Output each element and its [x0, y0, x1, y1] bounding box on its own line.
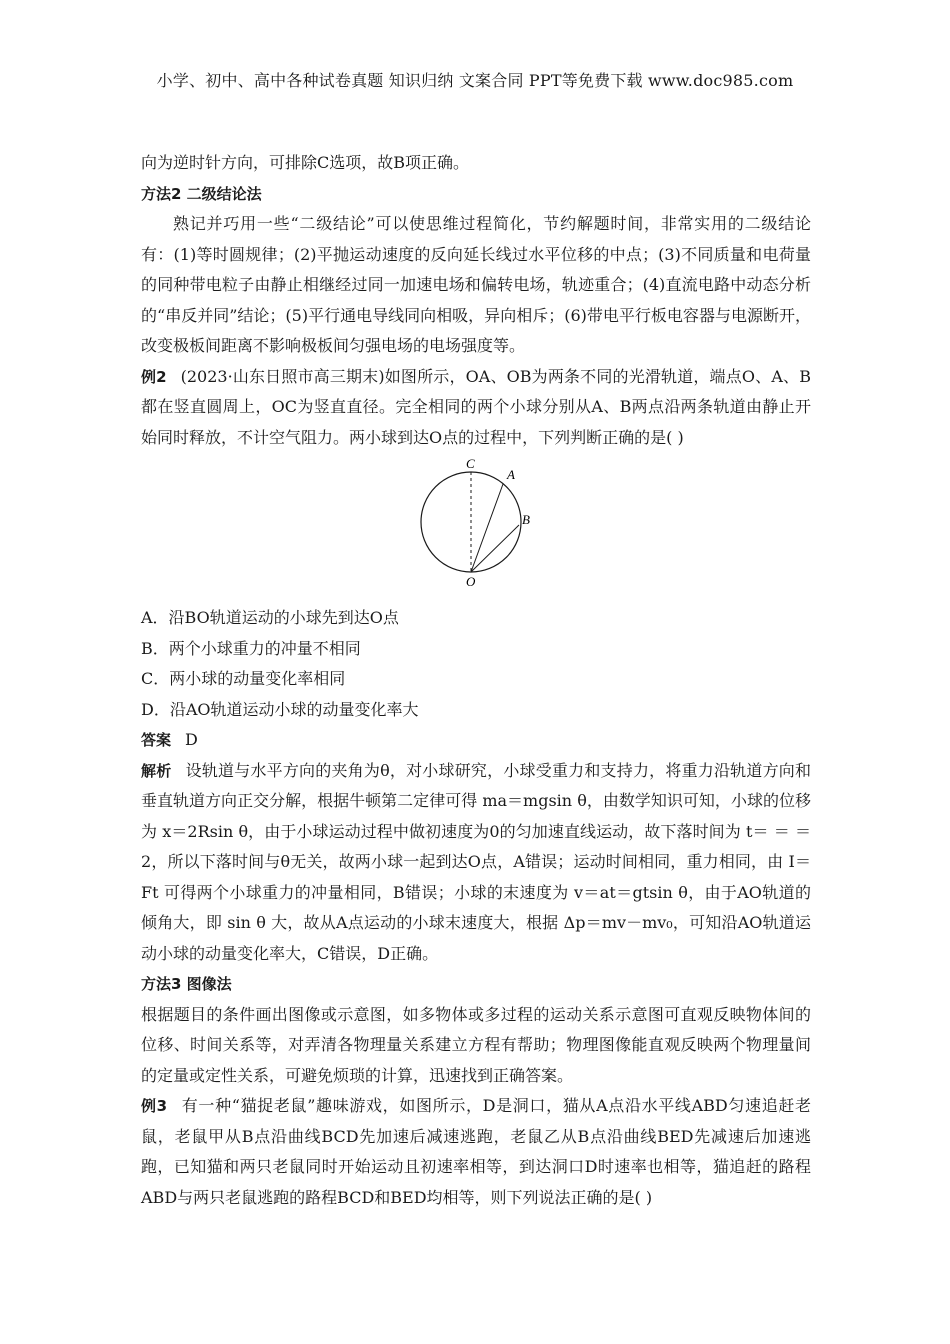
track-OB	[471, 525, 519, 572]
track-OA	[471, 484, 503, 572]
label-C: C	[466, 457, 475, 471]
option-c: C．两小球的动量变化率相同	[141, 669, 346, 688]
circle-figure	[141, 457, 811, 597]
example2	[141, 362, 811, 454]
label-A: A	[507, 467, 515, 482]
label-O: O	[466, 574, 476, 587]
example3-label: 例3	[141, 1097, 168, 1115]
method3-body: 根据题目的条件画出图像或示意图，如多物体或多过程的运动关系示意图可直观反映物体间的位移、时间关系等，对弄清各物理量关系建立方程有帮助；物理图像能直观反映两个物理量间的定量或定性关系，可避免烦琐的计算，迅速找到正确答案。	[141, 1004, 811, 1085]
option-d: D．沿AO轨道运动小球的动量变化率大	[141, 699, 419, 719]
page-header: 小学、初中、高中各种试卷真题 知识归纳 文案合同 PPT等免费下载 www.doc985.com	[156, 71, 794, 90]
document-body	[141, 148, 811, 1213]
example2-label: 例2	[141, 367, 167, 386]
answer-value: D	[185, 730, 198, 749]
analysis-body: 设轨道与水平方向的夹角为θ，对小球研究，小球受重力和支持力，将重力沿轨道方向和垂直轨道方向正交分解，根据牛顿第二定律可得 ma＝mgsin θ，由数学知识可知，小球的位移为 x＝2Rsin θ，由于小球运动过程中做初速度为0的匀加速直线运动，故下落时间为 t＝ ＝ ＝2，所以下落时间与θ无关，故两小球一起到达O点，A错误；运动时间相同，重力相同，由 I＝Ft 可得两个小球重力的冲量相同，B错误；小球的末速度为 v＝at＝gtsin θ，由于AO轨道的倾角大，即 sin θ 大，故从A点运动的小球末速度大，根据 Δp＝mv－mv₀，可知沿AO轨道运动小球的动量变化率大，C错误，D正确。	[141, 760, 811, 963]
option-a: A．沿BO轨道运动的小球先到达O点	[141, 608, 399, 627]
example3	[141, 1091, 811, 1213]
analysis-label: 解析	[141, 761, 172, 780]
option-b: B．两个小球重力的冲量不相同	[141, 638, 361, 658]
method3-title: 方法3 图像法	[141, 975, 232, 993]
example3-body: 有一种“猫捉老鼠”趣味游戏，如图所示，D是洞口，猫从A点沿水平线ABD匀速追赶老鼠，老鼠甲从B点沿曲线BCD先加速后减速逃跑，老鼠乙从B点沿曲线BED先减速后加速逃跑，已知猫和两只老鼠同时开始运动且初速率相等，到达洞口D时速率也相等，猫追赶的路程ABD与两只老鼠逃跑的路程BCD和BED均相等，则下列说法正确的是( )	[141, 1096, 812, 1207]
label-B: B	[522, 512, 530, 527]
example2-body: (2023·山东日照市高三期末)如图所示，OA、OB为两条不同的光滑轨道，端点O、A、B都在竖直圆周上，OC为竖直直径。完全相同的两个小球分别从A、B两点沿两条轨道由静止开始同时释放，不计空气阻力。两小球到达O点的过程中，下列判断正确的是( )	[141, 366, 811, 447]
line-conclusion: 向为逆时针方向，可排除C选项，故B项正确。	[141, 153, 470, 172]
answer-label: 答案	[141, 731, 172, 749]
circle-diagram	[411, 457, 551, 587]
method2-body: 熟记并巧用一些“二级结论”可以使思维过程简化，节约解题时间，非常实用的二级结论有：(1)等时圆规律；(2)平抛运动速度的反向延长线过水平位移的中点；(3)不同质量和电荷量的同种带电粒子由静止相继经过同一加速电场和偏转电场，轨迹重合；(4)直流电路中动态分析的“串反并同”结论；(5)平行通电导线同向相吸，异向相斥；(6)带电平行板电容器与电源断开，改变极板间距离不影响极板间匀强电场的电场强度等。	[141, 214, 811, 355]
analysis	[141, 756, 811, 970]
method2-title: 方法2 二级结论法	[141, 184, 262, 203]
answer-line	[141, 725, 811, 756]
